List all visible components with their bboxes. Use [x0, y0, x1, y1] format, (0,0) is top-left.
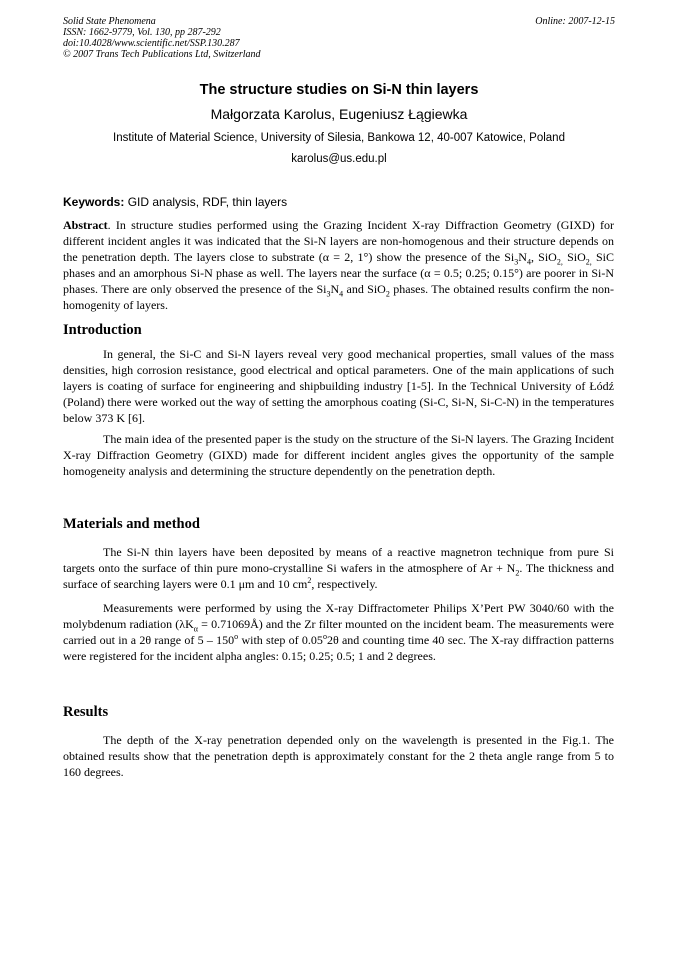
materials-p2-text-a: Measurements were performed by using the X-ray Diffractometer Philips X’Pert PW 3040/60 with the molybdenum radiation (λK [63, 601, 614, 631]
introduction-paragraph-1: In general, the Si-C and Si-N layers reveal very good mechanical properties, small values of the mass densities, high corrosion resistance, good electrical and optical parameters. One of the main applications of such layers is coating of surface for engineering and shipbuilding industry [1-5]. In the Technical University of Łódź (Poland) there were worked out the way of setting the amorphous coating (Si-C, Si-N, Si-C-N) in the temperatures below 373 K [6]. [63, 347, 614, 425]
materials-p2-text-d: 2θ and counting time 40 sec. The X-ray diffraction patterns were registered for the incident alpha angles: 0.15; 0.25; 0.5; 1 and 2 degrees. [63, 632, 614, 663]
keywords-line [63, 195, 615, 209]
materials-p1-sup-1: 2 [307, 575, 312, 585]
abstract-sub-5: 3 [326, 289, 331, 299]
introduction-paragraph-2: The main idea of the presented paper is the study on the structure of the Si-N layers. The Grazing Incident X-ray Diffraction Geometry (GIXD) made for different incident angles gives the opportunity of the sample homogeneity analysis and determining the structure dependently on the penetration depth. [63, 432, 614, 478]
keywords-text: GID analysis, RDF, thin layers [127, 195, 288, 209]
abstract-paragraph [63, 218, 614, 313]
materials-p1-text-c: , respectively. [311, 576, 378, 591]
materials-p2-sub-1: α [193, 624, 198, 634]
materials-heading: Materials and method [63, 516, 200, 532]
abstract-sub-7: 2 [385, 289, 390, 299]
keywords-label: Keywords: [63, 195, 125, 209]
abstract-sub-4: 2, [585, 257, 592, 267]
journal-copyright: © 2007 Trans Tech Publications Ltd, Switzerland [63, 49, 261, 60]
results-heading: Results [63, 704, 109, 720]
abstract-text-6: N [330, 281, 340, 296]
abstract-text-1: . In structure studies performed using the Grazing Incident X-ray Diffraction Geometry (GIXD) for different incident angles it was indicated that the Si-N layers are non-homogenous and their structure depends on the penetration depth. The layers close to substrate (α = 2, 1°) show the presence of the Si [63, 218, 614, 264]
abstract-text-4: SiO [562, 249, 586, 264]
materials-p2-sup-1: o [234, 631, 239, 641]
materials-p1-text-a: The Si-N thin layers have been deposited by means of a reactive magnetron technique from pure Si targets onto the surface of thin pure mono-crystalline Si wafers in the atmosphere of Ar + N [63, 545, 614, 575]
journal-name: Solid State Phenomena [63, 16, 156, 27]
abstract-sub-1: 3 [514, 257, 519, 267]
materials-p2-text-c: with step of 0.05 [238, 632, 323, 647]
materials-p1-text-b: . The thickness and surface of searching layers were 0.1 μm and 10 cm [63, 560, 614, 591]
introduction-heading: Introduction [63, 322, 142, 338]
abstract-text-5: SiC phases and an amorphous Si-N phase as well. The layers near the surface (α = 0.5; 0.25; 0.15°) are poorer in Si-N phases. There are only observed the presence of the Si [63, 249, 614, 296]
journal-issn: ISSN: 1662-9779, Vol. 130, pp 287-292 [63, 27, 221, 38]
online-date: Online: 2007-12-15 [535, 16, 615, 27]
abstract-label: Abstract [63, 218, 108, 232]
paper-email: karolus@us.edu.pl [291, 153, 387, 165]
materials-p2-text-b: = 0.71069Å) and the Zr filter mounted on the incident beam. The measurements were carried out in a 2θ range of 5 – 150 [63, 616, 614, 647]
materials-paragraph-2 [63, 601, 614, 665]
materials-paragraph-1 [63, 545, 614, 593]
abstract-text-2: N [518, 249, 527, 264]
paper-title: The structure studies on Si-N thin layers [199, 82, 479, 98]
abstract-sub-2: 4 [526, 257, 531, 267]
materials-p1-sub-1: 2 [515, 568, 520, 578]
abstract-sub-3: 2, [556, 257, 563, 267]
journal-doi: doi:10.4028/www.scientific.net/SSP.130.287 [63, 38, 240, 49]
paper-affiliation: Institute of Material Science, University of Silesia, Bankowa 12, 40-007 Katowice, Poland [113, 132, 565, 144]
paper-authors: Małgorzata Karolus, Eugeniusz Łągiewka [210, 106, 468, 122]
results-paragraph-1: The depth of the X-ray penetration depended only on the wavelength is presented in the Fig.1. The obtained results show that the penetration depth is approximately constant for the 2 theta angle range from 5 to 160 degrees. [63, 733, 614, 779]
journal-meta [63, 16, 261, 60]
materials-p2-sup-2: o [322, 631, 327, 641]
abstract-text-7: and SiO [343, 281, 386, 296]
abstract-sub-6: 4 [339, 289, 344, 299]
abstract-text-3: , SiO [530, 249, 557, 264]
abstract-text-8: phases. The obtained results confirm the non-homogenity of layers. [63, 281, 614, 312]
